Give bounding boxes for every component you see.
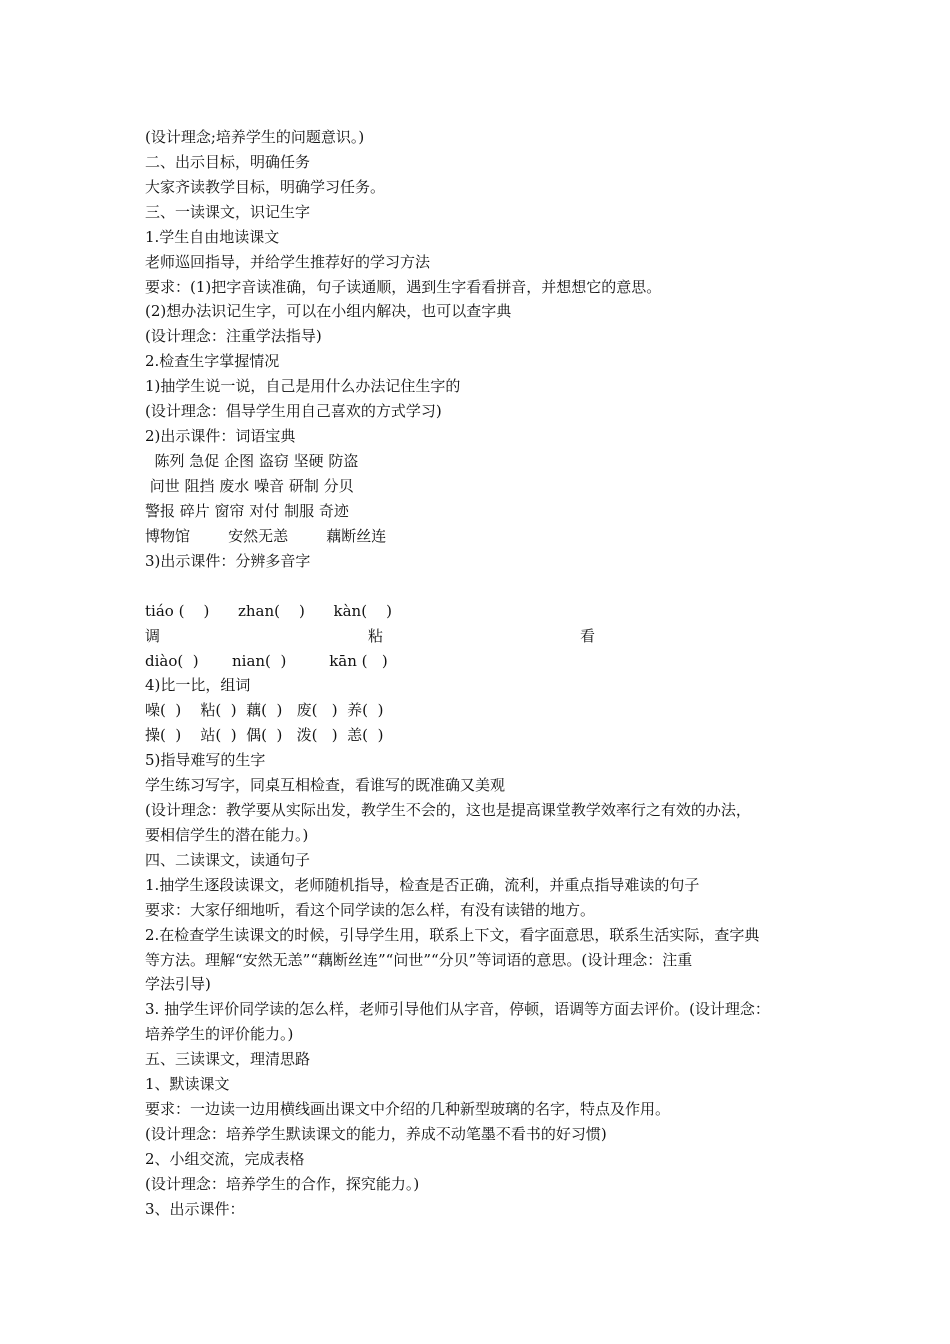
text-line: (2)想办法识记生字，可以在小组内解决，也可以查字典	[145, 302, 512, 320]
text-line: 1.抽学生逐段读课文，老师随机指导，检查是否正确，流利，并重点指导难读的句子	[145, 876, 700, 894]
pinyin-line: tiáo ( ) zhan( ) kàn( )	[145, 602, 392, 620]
exercise-line: 操( ) 站( ) 偶( ) 泼( ) 恙( )	[145, 726, 384, 744]
text-line: 要求：一边读一边用横线画出课文中介绍的几种新型玻璃的名字，特点及作用。	[145, 1100, 671, 1118]
text-line: 2.检查生字掌握情况	[145, 352, 280, 370]
text-line: 学法引导)	[145, 975, 211, 993]
text-line: 要求：(1)把字音读准确，句子读通顺，遇到生字看看拼音，并想想它的意思。	[145, 278, 662, 296]
text-line: 等方法。理解“安然无恙”“藕断丝连”“问世”“分贝”等词语的意思。(设计理念：注重	[145, 951, 693, 969]
text-line: (设计理念：倡导学生用自己喜欢的方式学习)	[145, 402, 442, 420]
text-line: 3. 抽学生评价同学读的怎么样，老师引导他们从字音，停顿，语调等方面去评价。(设计理念：	[145, 1000, 770, 1018]
text-line: (设计理念;培养学生的问题意识。)	[145, 128, 365, 146]
text-line: 2.在检查学生读课文的时候，引导学生用，联系上下文，看字面意思，联系生活实际，查字典	[145, 926, 760, 944]
pinyin-line: diào( ) nian( ) kān ( )	[145, 652, 388, 670]
text-line: 2)出示课件：词语宝典	[145, 427, 296, 445]
polyphone-char: 看	[580, 627, 596, 645]
text-line: 老师巡回指导，并给学生推荐好的学习方法	[145, 253, 431, 271]
text-line: 要求：大家仔细地听，看这个同学读的怎么样，有没有读错的地方。	[145, 901, 596, 919]
text-line: 1.学生自由地读课文	[145, 228, 280, 246]
text-line: 1、默读课文	[145, 1075, 230, 1093]
text-line: 培养学生的评价能力。)	[145, 1025, 294, 1043]
text-line: 3)出示课件：分辨多音字	[145, 552, 311, 570]
text-line: 大家齐读教学目标，明确学习任务。	[145, 178, 386, 196]
vocab-line: 问世 阻挡 废水 噪音 研制 分贝	[145, 477, 354, 495]
vocab-line: 陈列 急促 企图 盗窃 坚硬 防盗	[145, 452, 359, 470]
section-heading: 二、出示目标，明确任务	[145, 153, 311, 171]
polyphone-char: 调	[145, 627, 161, 645]
text-line: (设计理念：培养学生默读课文的能力，养成不动笔墨不看书的好习惯)	[145, 1125, 607, 1143]
text-line: (设计理念：培养学生的合作，探究能力。)	[145, 1175, 420, 1193]
polyphone-char: 粘	[368, 627, 384, 645]
text-line: 1)抽学生说一说，自己是用什么办法记住生字的	[145, 377, 461, 395]
text-line: 2、小组交流，完成表格	[145, 1150, 305, 1168]
section-heading: 五、三读课文，理清思路	[145, 1050, 311, 1068]
text-line: (设计理念：教学要从实际出发，教学生不会的，这也是提高课堂教学效率行之有效的办法，	[145, 801, 751, 819]
text-line: 4)比一比，组词	[145, 676, 251, 694]
text-line: 5)指导难写的生字	[145, 751, 266, 769]
vocab-line: 博物馆 安然无恙 藕断丝连	[145, 527, 387, 545]
section-heading: 三、一读课文，识记生字	[145, 203, 311, 221]
vocab-line: 警报 碎片 窗帘 对付 制服 奇迹	[145, 502, 349, 520]
text-line: 学生练习写字，同桌互相检查，看谁写的既准确又美观	[145, 776, 506, 794]
exercise-line: 噪( ) 粘( ) 藕( ) 废( ) 养( )	[145, 701, 384, 719]
text-line: 3、出示课件：	[145, 1200, 245, 1218]
section-heading: 四、二读课文，读通句子	[145, 851, 311, 869]
text-line: (设计理念：注重学法指导)	[145, 327, 322, 345]
text-line: 要相信学生的潜在能力。)	[145, 826, 309, 844]
